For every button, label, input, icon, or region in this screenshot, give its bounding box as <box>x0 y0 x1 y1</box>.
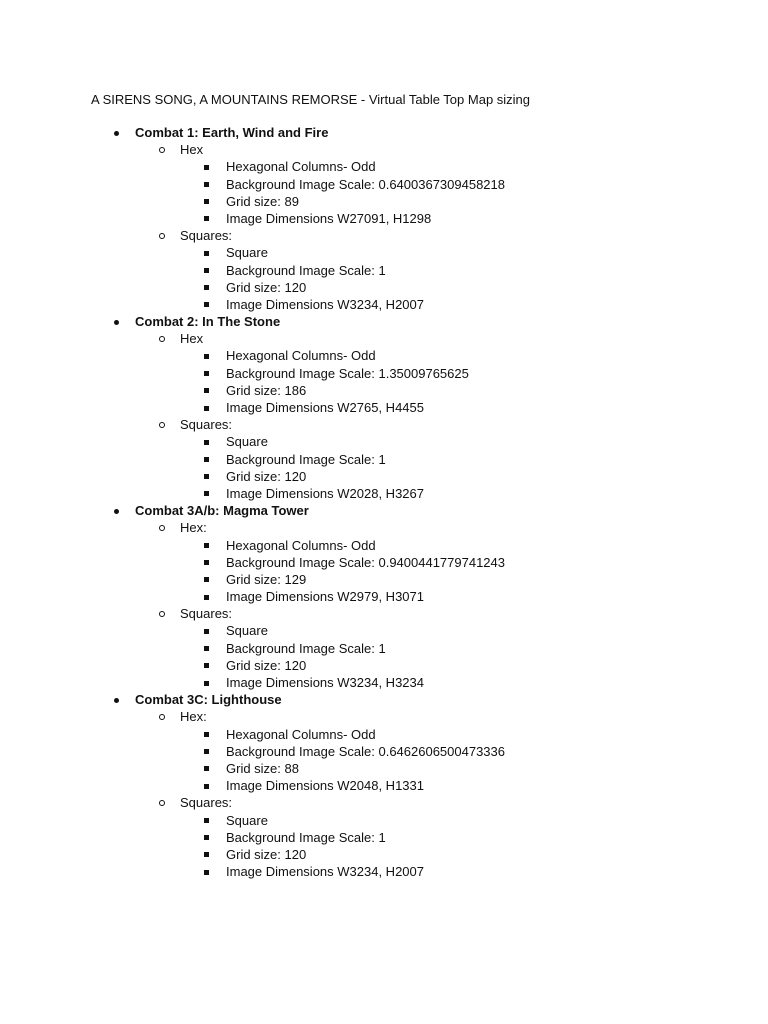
combat-heading <box>0 313 768 330</box>
setting-item-text: Image Dimensions W2979, H3071 <box>226 589 424 605</box>
setting-item-text: Background Image Scale: 0.6400367309458218 <box>226 176 505 192</box>
grid-type-item <box>0 227 768 244</box>
setting-item <box>0 588 768 605</box>
setting-item <box>0 554 768 571</box>
setting-item <box>0 622 768 639</box>
setting-item <box>0 846 768 863</box>
grid-type-item-text: Squares: <box>180 417 233 433</box>
setting-item-text: Background Image Scale: 0.6462606500473336 <box>226 743 505 759</box>
setting-item-text: Background Image Scale: 0.9400441779741243 <box>226 554 505 570</box>
setting-item <box>0 158 768 175</box>
setting-item-text: Background Image Scale: 1 <box>226 451 386 467</box>
setting-item <box>0 279 768 296</box>
setting-item-text: Grid size: 129 <box>226 571 307 587</box>
setting-item-text: Grid size: 120 <box>226 279 307 295</box>
setting-item-text: Grid size: 120 <box>226 468 307 484</box>
setting-item-text: Image Dimensions W3234, H2007 <box>226 296 424 312</box>
setting-item-text: Grid size: 88 <box>226 760 299 776</box>
setting-item-text: Square <box>226 623 268 639</box>
setting-item <box>0 537 768 554</box>
combat-heading <box>0 502 768 519</box>
setting-item <box>0 244 768 261</box>
grid-type-item <box>0 708 768 725</box>
setting-item <box>0 382 768 399</box>
combat-list <box>0 124 768 880</box>
combat-heading-text: Combat 3A/b: Magma Tower <box>135 503 309 519</box>
grid-type-item-text: Hex <box>180 331 204 347</box>
setting-item-text: Background Image Scale: 1 <box>226 640 386 656</box>
grid-type-item <box>0 141 768 158</box>
setting-item-text: Grid size: 89 <box>226 193 299 209</box>
setting-item-text: Square <box>226 434 268 450</box>
setting-item-text: Square <box>226 245 268 261</box>
setting-item <box>0 674 768 691</box>
setting-item <box>0 640 768 657</box>
document-title: A SIRENS SONG, A MOUNTAINS REMORSE - Virtual Table Top Map sizing <box>91 92 531 107</box>
setting-item <box>0 760 768 777</box>
setting-item <box>0 347 768 364</box>
setting-item-text: Background Image Scale: 1.35009765625 <box>226 365 469 381</box>
setting-item <box>0 743 768 760</box>
setting-item-text: Image Dimensions W2028, H3267 <box>226 485 424 501</box>
grid-type-item <box>0 519 768 536</box>
grid-type-item-text: Squares: <box>180 795 233 811</box>
setting-item-text: Hexagonal Columns- Odd <box>226 537 376 553</box>
setting-item <box>0 365 768 382</box>
grid-type-item-text: Hex: <box>180 520 207 536</box>
setting-item <box>0 296 768 313</box>
setting-item <box>0 829 768 846</box>
setting-item <box>0 657 768 674</box>
setting-item-text: Grid size: 186 <box>226 382 307 398</box>
setting-item-text: Image Dimensions W3234, H2007 <box>226 864 424 880</box>
setting-item <box>0 571 768 588</box>
setting-item <box>0 468 768 485</box>
combat-heading <box>0 124 768 141</box>
setting-item-text: Image Dimensions W27091, H1298 <box>226 210 432 226</box>
setting-item <box>0 210 768 227</box>
grid-type-item <box>0 330 768 347</box>
setting-item <box>0 399 768 416</box>
setting-item <box>0 726 768 743</box>
setting-item-text: Square <box>226 812 268 828</box>
grid-type-item-text: Hex <box>180 142 204 158</box>
grid-type-item-text: Squares: <box>180 606 233 622</box>
setting-item-text: Background Image Scale: 1 <box>226 829 386 845</box>
setting-item-text: Image Dimensions W2765, H4455 <box>226 400 424 415</box>
combat-heading-text: Combat 1: Earth, Wind and Fire <box>135 125 329 140</box>
setting-item <box>0 485 768 502</box>
grid-type-item <box>0 605 768 622</box>
grid-type-item <box>0 794 768 811</box>
setting-item <box>0 777 768 794</box>
setting-item <box>0 193 768 210</box>
setting-item-text: Image Dimensions W2048, H1331 <box>226 778 424 794</box>
setting-item <box>0 451 768 468</box>
setting-item-text: Image Dimensions W3234, H3234 <box>226 675 424 690</box>
setting-item-text: Grid size: 120 <box>226 657 307 673</box>
grid-type-item <box>0 416 768 433</box>
combat-heading-text: Combat 3C: Lighthouse <box>135 692 282 708</box>
grid-type-item-text: Squares: <box>180 228 233 244</box>
setting-item-text: Background Image Scale: 1 <box>226 262 386 278</box>
setting-item <box>0 863 768 880</box>
grid-type-item-text: Hex: <box>180 709 207 725</box>
setting-item-text: Hexagonal Columns- Odd <box>226 159 376 175</box>
setting-item <box>0 176 768 193</box>
setting-item-text: Hexagonal Columns- Odd <box>226 348 376 364</box>
setting-item-text: Hexagonal Columns- Odd <box>226 726 376 742</box>
setting-item <box>0 433 768 450</box>
combat-heading <box>0 691 768 708</box>
setting-item <box>0 262 768 279</box>
setting-item-text: Grid size: 120 <box>226 846 307 862</box>
combat-heading-text: Combat 2: In The Stone <box>135 314 281 330</box>
setting-item <box>0 812 768 829</box>
